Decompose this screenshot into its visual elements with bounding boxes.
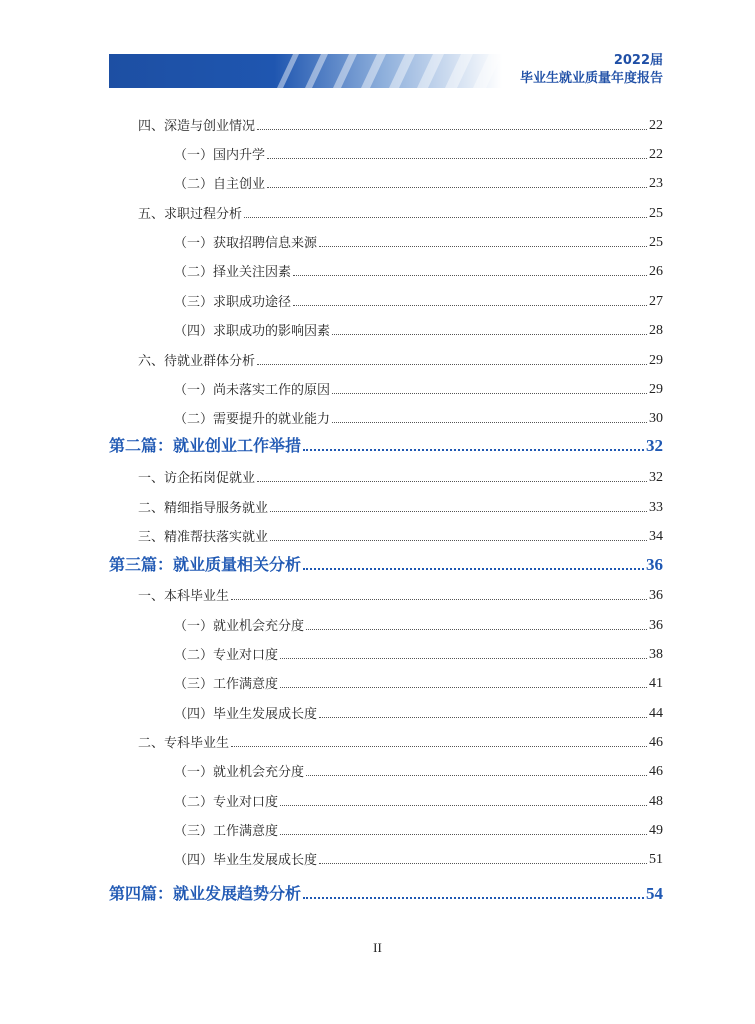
header-banner-graphic — [109, 54, 502, 88]
toc-entry[interactable] — [174, 633, 663, 663]
toc-part-entry[interactable] — [109, 874, 663, 904]
toc-entry-page: 41 — [649, 676, 663, 691]
toc-entry-label: （四）毕业生发展成长度 — [174, 707, 318, 722]
toc-dot-leader — [303, 448, 644, 451]
toc-entry-label: 四、深造与创业情况 — [138, 119, 256, 134]
toc-dot-leader — [270, 510, 647, 512]
toc-entry-label: （三）工作满意度 — [174, 677, 279, 692]
toc-dot-leader — [257, 480, 647, 482]
toc-entry-page: 32 — [649, 470, 663, 485]
toc-entry-label: （三）求职成功途径 — [174, 295, 292, 310]
toc-entry-label: （一）尚未落实工作的原因 — [174, 383, 331, 398]
toc-entry-label: 二、精细指导服务就业 — [138, 501, 269, 516]
toc-entry-page: 46 — [649, 764, 663, 779]
toc-dot-leader — [257, 128, 647, 130]
toc-entry-page: 32 — [646, 436, 663, 455]
toc-entry-page: 48 — [649, 794, 663, 809]
toc-entry-label: 六、待就业群体分析 — [138, 354, 256, 369]
toc-dot-leader — [332, 333, 647, 335]
toc-entry-label: 第四篇：就业发展趋势分析 — [109, 884, 302, 903]
toc-dot-leader — [306, 628, 647, 630]
toc-entry-label: （四）求职成功的影响因素 — [174, 324, 331, 339]
toc-dot-leader — [280, 833, 647, 835]
toc-entry-label: （一）就业机会充分度 — [174, 619, 305, 634]
toc-entry[interactable] — [138, 192, 663, 222]
toc-entry[interactable] — [174, 397, 663, 427]
toc-entry[interactable] — [174, 809, 663, 839]
toc-entry-label: 五、求职过程分析 — [138, 207, 243, 222]
header-year: 2022届 — [613, 53, 663, 68]
toc-entry-label: 三、精准帮扶落实就业 — [138, 530, 269, 545]
toc-dot-leader — [319, 245, 647, 247]
toc-dot-leader — [280, 657, 647, 659]
toc-entry-page: 22 — [649, 147, 663, 162]
toc-entry[interactable] — [174, 750, 663, 780]
toc-entry-page: 30 — [649, 411, 663, 426]
toc-entry-page: 25 — [649, 206, 663, 221]
toc-entry[interactable] — [174, 604, 663, 634]
toc-entry[interactable] — [174, 368, 663, 398]
header-title-block — [520, 52, 663, 87]
toc-entry[interactable] — [174, 221, 663, 251]
toc-entry[interactable] — [174, 309, 663, 339]
toc-entry-page: 29 — [649, 382, 663, 397]
toc-entry-page: 27 — [649, 294, 663, 309]
toc-entry-label: 二、专科毕业生 — [138, 736, 230, 751]
toc-dot-leader — [231, 598, 647, 600]
toc-entry-page: 36 — [646, 555, 663, 574]
header-banner — [109, 54, 502, 88]
toc-dot-leader — [293, 274, 647, 276]
toc-dot-leader — [231, 745, 647, 747]
toc-entry-label: 一、本科毕业生 — [138, 589, 230, 604]
toc-entry-label: （二）需要提升的就业能力 — [174, 412, 331, 427]
toc-dot-leader — [293, 304, 647, 306]
toc-entry-label: （二）专业对口度 — [174, 795, 279, 810]
toc-entry[interactable] — [174, 133, 663, 163]
toc-entry[interactable] — [174, 838, 663, 868]
toc-entry-label: （一）获取招聘信息来源 — [174, 236, 318, 251]
toc-entry[interactable] — [174, 780, 663, 810]
toc-dot-leader — [257, 363, 647, 365]
toc-entry-label: （二）专业对口度 — [174, 648, 279, 663]
toc-entry-page: 46 — [649, 735, 663, 750]
toc-dot-leader — [303, 896, 644, 899]
toc-entry-label: 一、访企拓岗促就业 — [138, 471, 256, 486]
toc-entry-label: 第二篇：就业创业工作举措 — [109, 436, 302, 455]
toc-dot-leader — [332, 392, 647, 394]
toc-dot-leader — [332, 421, 647, 423]
toc-entry[interactable] — [138, 486, 663, 516]
toc-part-entry[interactable] — [109, 426, 663, 456]
toc-entry-label: （三）工作满意度 — [174, 824, 279, 839]
toc-entry-page: 26 — [649, 264, 663, 279]
toc-entry[interactable] — [174, 162, 663, 192]
toc-entry-page: 36 — [649, 618, 663, 633]
toc-dot-leader — [267, 157, 647, 159]
toc-entry[interactable] — [174, 280, 663, 310]
toc-dot-leader — [280, 804, 647, 806]
toc-entry[interactable] — [174, 692, 663, 722]
toc-entry-page: 25 — [649, 235, 663, 250]
toc-entry[interactable] — [138, 339, 663, 369]
toc-entry[interactable] — [138, 515, 663, 545]
toc-part-entry[interactable] — [109, 545, 663, 575]
toc-entry-label: 第三篇：就业质量相关分析 — [109, 555, 302, 574]
toc-entry[interactable] — [174, 250, 663, 280]
toc-entry-page: 34 — [649, 529, 663, 544]
toc-entry[interactable] — [138, 104, 663, 134]
toc-entry-label: （一）就业机会充分度 — [174, 765, 305, 780]
toc-entry-label: （二）择业关注因素 — [174, 265, 292, 280]
toc-entry[interactable] — [174, 662, 663, 692]
toc-entry-page: 49 — [649, 823, 663, 838]
toc-dot-leader — [270, 539, 647, 541]
toc-entry-page: 44 — [649, 706, 663, 721]
toc-entry-page: 28 — [649, 323, 663, 338]
header-report-title: 毕业生就业质量年度报告 — [519, 71, 663, 86]
toc-dot-leader — [280, 686, 647, 688]
toc-entry-label: （一）国内升学 — [174, 148, 266, 163]
toc-entry-page: 22 — [649, 118, 663, 133]
toc-entry-page: 51 — [649, 852, 663, 867]
toc-entry[interactable] — [138, 456, 663, 486]
toc-entry-page: 33 — [649, 500, 663, 515]
toc-entry[interactable] — [138, 721, 663, 751]
toc-entry-page: 38 — [649, 647, 663, 662]
toc-dot-leader — [319, 862, 647, 864]
toc-entry-page: 29 — [649, 353, 663, 368]
toc-dot-leader — [267, 186, 647, 188]
toc-dot-leader — [306, 774, 647, 776]
toc-entry-label: （二）自主创业 — [174, 177, 266, 192]
toc-entry-page: 23 — [649, 176, 663, 191]
toc-entry-page: 36 — [649, 588, 663, 603]
toc-entry-page: 54 — [646, 884, 663, 903]
toc-dot-leader — [303, 567, 644, 570]
toc-entry-label: （四）毕业生发展成长度 — [174, 853, 318, 868]
toc-entry[interactable] — [138, 574, 663, 604]
page-number: II — [373, 940, 382, 955]
toc-dot-leader — [319, 716, 647, 718]
toc-dot-leader — [244, 216, 647, 218]
